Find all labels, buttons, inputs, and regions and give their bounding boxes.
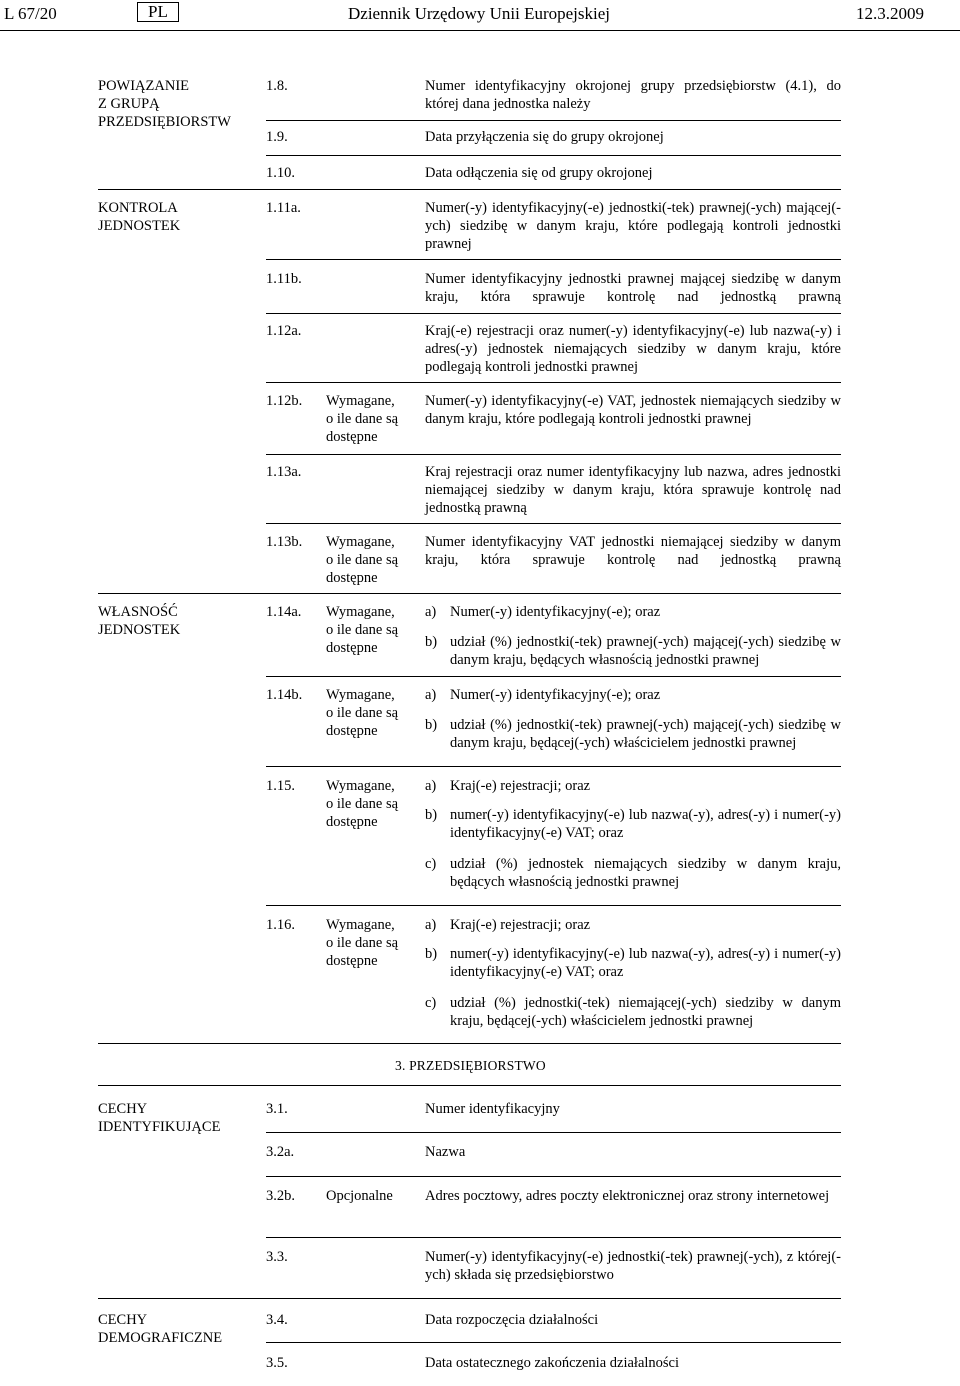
item-label: a) bbox=[425, 687, 437, 703]
item-text: udział (%) jednostki(-tek) prawnej(-ych) mającej(-ych) siedzibę w danym kraju, będących własnością jednostki prawnej bbox=[450, 634, 841, 668]
row-number: 1.13a. bbox=[266, 464, 302, 480]
group-label-kontrola: KONTROLA JEDNOSTEK bbox=[98, 200, 181, 234]
row-description: Numer identyfikacyjny VAT jednostki niemającej siedziby w danym kraju, która sprawuje kontrolę nad jednostką prawną bbox=[425, 534, 841, 568]
publication-date: 12.3.2009 bbox=[856, 4, 924, 23]
group-label-powiazanie: POWIĄZANIE Z GRUPĄ PRZEDSIĘBIORSTW bbox=[98, 78, 231, 130]
section-end-rule bbox=[98, 1043, 841, 1044]
qualifier-text: Wymagane, o ile dane są dostępne bbox=[326, 534, 399, 586]
row-number: 1.16. bbox=[266, 917, 295, 933]
item-label: c) bbox=[425, 995, 437, 1011]
group-divider bbox=[98, 1298, 841, 1299]
item-label: a) bbox=[425, 917, 437, 933]
row-number: 1.11b. bbox=[266, 271, 302, 287]
row-divider bbox=[266, 766, 841, 767]
item-text: Numer(-y) identyfikacyjny(-e); oraz bbox=[450, 604, 661, 620]
row-description: Numer identyfikacyjny okrojonej grupy przedsiębiorstw (4.1), do której dana jednostka należy bbox=[425, 78, 841, 112]
section-rule bbox=[98, 1085, 841, 1086]
row-number: 1.10. bbox=[266, 165, 295, 181]
item-label: a) bbox=[425, 778, 437, 794]
header-rule bbox=[0, 30, 960, 31]
group-divider bbox=[98, 189, 841, 190]
row-number: 1.11a. bbox=[266, 200, 301, 216]
row-description: Adres pocztowy, adres poczty elektronicznej oraz strony internetowej bbox=[425, 1188, 830, 1204]
item-label: b) bbox=[425, 807, 438, 823]
row-number: 1.12a. bbox=[266, 323, 302, 339]
row-number: 1.13b. bbox=[266, 534, 303, 550]
row-number: 1.14a. bbox=[266, 604, 302, 620]
item-label: a) bbox=[425, 604, 437, 620]
row-description: Numer(-y) identyfikacyjny(-e) jednostki(-tek) prawnej(-ych) mającej(-ych) siedzibę w danym kraju, które podlegają kontroli jednostki prawnej bbox=[425, 200, 841, 252]
item-label: b) bbox=[425, 634, 438, 650]
row-divider bbox=[266, 523, 841, 524]
row-divider bbox=[266, 676, 841, 677]
row-number: 3.5. bbox=[266, 1355, 288, 1371]
row-description: Data przyłączenia się do grupy okrojonej bbox=[425, 129, 664, 145]
qualifier-text: Opcjonalne bbox=[326, 1188, 393, 1204]
language-badge: PL bbox=[137, 2, 179, 22]
row-divider bbox=[266, 382, 841, 383]
row-number: 3.3. bbox=[266, 1249, 288, 1265]
row-number: 1.8. bbox=[266, 78, 288, 94]
row-description: Nazwa bbox=[425, 1144, 466, 1160]
row-description: Numer identyfikacyjny bbox=[425, 1101, 560, 1117]
row-description: Kraj rejestracji oraz numer identyfikacyjny lub nazwa, adres jednostki niemającej siedziby w danym kraju, która sprawuje kontrolę nad jednostką prawną bbox=[425, 464, 841, 516]
row-divider bbox=[266, 1342, 841, 1343]
row-number: 3.1. bbox=[266, 1101, 288, 1117]
qualifier-text: Wymagane, o ile dane są dostępne bbox=[326, 393, 399, 445]
row-number: 1.15. bbox=[266, 778, 295, 794]
group-divider bbox=[98, 593, 841, 594]
item-text: numer(-y) identyfikacyjny(-e) lub nazwa(-y), adres(-y) i numer(-y) identyfikacyjny(-e) VAT; oraz bbox=[450, 946, 841, 980]
group-label-wlasnosc: WŁASNOŚĆ JEDNOSTEK bbox=[98, 604, 181, 638]
row-description: Data ostatecznego zakończenia działalności bbox=[425, 1355, 680, 1371]
row-description: Numer identyfikacyjny jednostki prawnej mającej siedzibę w danym kraju, która sprawuje kontrolę nad jednostką prawną bbox=[425, 271, 841, 305]
section-title: 3. PRZEDSIĘBIORSTWO bbox=[395, 1058, 546, 1073]
row-divider bbox=[266, 1176, 841, 1177]
row-divider bbox=[266, 1237, 841, 1238]
item-label: c) bbox=[425, 856, 437, 872]
item-text: udział (%) jednostki(-tek) prawnej(-ych) mającej(-ych) siedzibę w danym kraju, będącej(-ych) właścicielem jednostki prawnej bbox=[450, 717, 841, 751]
row-divider bbox=[266, 155, 841, 156]
row-number: 1.9. bbox=[266, 129, 288, 145]
row-number: 1.12b. bbox=[266, 393, 303, 409]
item-text: numer(-y) identyfikacyjny(-e) lub nazwa(-y), adres(-y) i numer(-y) identyfikacyjny(-e) VAT; oraz bbox=[450, 807, 841, 841]
item-label: b) bbox=[425, 946, 438, 962]
item-text: Kraj(-e) rejestracji; oraz bbox=[450, 917, 591, 933]
row-description: Data odłączenia się od grupy okrojonej bbox=[425, 165, 653, 181]
row-divider bbox=[266, 905, 841, 906]
qualifier-text: Wymagane, o ile dane są dostępne bbox=[326, 917, 399, 969]
qualifier-text: Wymagane, o ile dane są dostępne bbox=[326, 687, 399, 739]
qualifier-text: Wymagane, o ile dane są dostępne bbox=[326, 604, 399, 656]
item-label: b) bbox=[425, 717, 438, 733]
row-number: 1.14b. bbox=[266, 687, 303, 703]
group-label-cechy-identyfikujace: CECHY IDENTYFIKUJĄCE bbox=[98, 1101, 221, 1135]
row-description: Numer(-y) identyfikacyjny(-e) jednostki(-tek) prawnej(-ych), z której(-ych) składa się przedsiębiorstwo bbox=[425, 1249, 841, 1283]
row-divider bbox=[266, 259, 841, 260]
row-divider bbox=[266, 1132, 841, 1133]
item-text: Kraj(-e) rejestracji; oraz bbox=[450, 778, 591, 794]
row-description: Kraj(-e) rejestracji oraz numer(-y) identyfikacyjny(-e) lub nazwa(-y) i adres(-y) jednostek niemających siedziby w danym kraju, które podlegają kontroli jednostki prawnej bbox=[425, 323, 841, 375]
item-text: udział (%) jednostek niemających siedziby w danym kraju, będących własnością jednostki prawnej bbox=[450, 856, 841, 890]
row-number: 3.4. bbox=[266, 1312, 288, 1328]
row-description: Data rozpoczęcia działalności bbox=[425, 1312, 599, 1328]
group-label-cechy-demograficzne: CECHY DEMOGRAFICZNE bbox=[98, 1312, 223, 1346]
item-text: udział (%) jednostki(-tek) niemającej(-ych) siedziby w danym kraju, będącej(-ych) właścicielem jednostki prawnej bbox=[450, 995, 841, 1029]
row-number: 3.2a. bbox=[266, 1144, 295, 1160]
page-header bbox=[0, 0, 960, 30]
row-divider bbox=[266, 454, 841, 455]
item-text: Numer(-y) identyfikacyjny(-e); oraz bbox=[450, 687, 661, 703]
row-number: 3.2b. bbox=[266, 1188, 295, 1204]
row-divider bbox=[266, 313, 841, 314]
row-description: Numer(-y) identyfikacyjny(-e) VAT, jednostek niemających siedziby w danym kraju, które podlegają kontroli jednostki prawnej bbox=[425, 393, 841, 427]
page-number: L 67/20 bbox=[4, 4, 57, 23]
row-divider bbox=[266, 120, 841, 121]
journal-title: Dziennik Urzędowy Unii Europejskiej bbox=[348, 4, 611, 23]
qualifier-text: Wymagane, o ile dane są dostępne bbox=[326, 778, 399, 830]
